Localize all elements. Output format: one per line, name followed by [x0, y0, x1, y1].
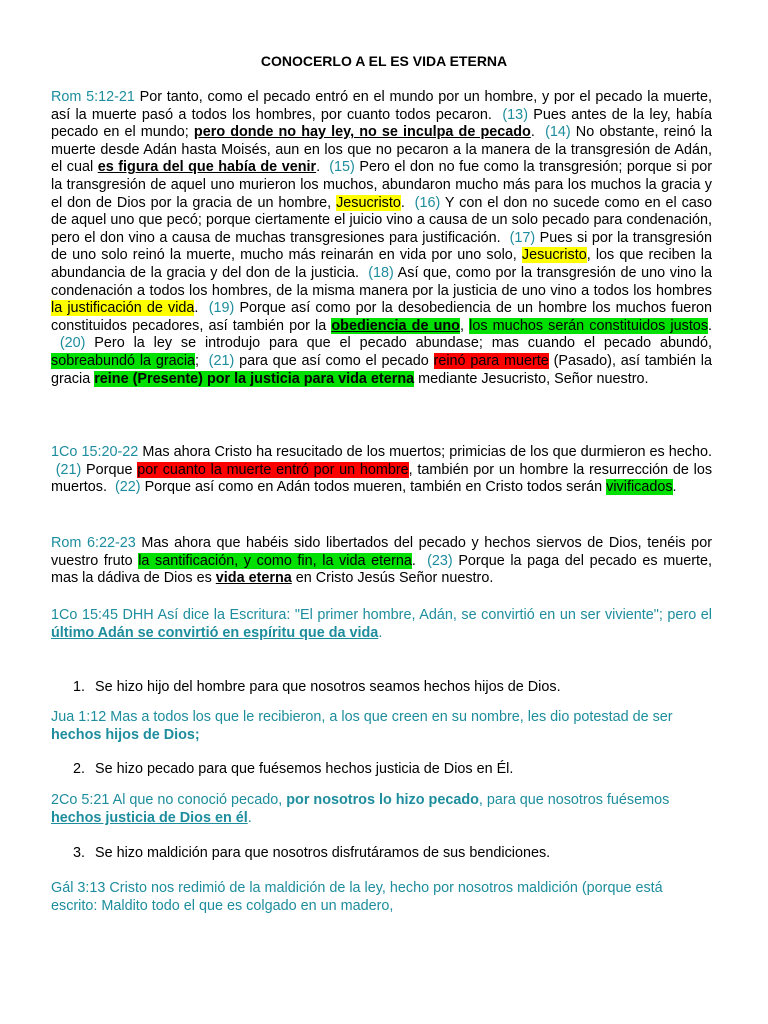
verse-number: (20)	[59, 335, 86, 352]
verse-text: Mas ahora Cristo ha resucitado de los muertos; primicias de los que durmieron es hecho.	[138, 444, 712, 460]
verse-text: Pues si por la transgresión de uno solo reinó la muerte, mucho más reinarán en vida por uno solo,	[51, 229, 712, 264]
verse-text: Pero la ley se introdujo para que el pecado abundase; mas cuando el pecado abundó,	[85, 335, 712, 352]
bold-underlined-phrase: hechos justicia de Dios en él	[51, 809, 248, 826]
verse-number: (14)	[545, 124, 571, 141]
verse-text: .	[247, 809, 252, 826]
green-highlight: reine (Presente) por la justicia para vida eterna	[94, 370, 415, 387]
yellow-highlight: la justificación de vida	[51, 300, 195, 317]
verse-text: Porque así como en Adán todos mueren, también en Cristo todos serán	[140, 479, 607, 496]
green-highlight: los muchos serán constituidos justos	[469, 317, 709, 334]
paragraph-1co15-45	[51, 607, 712, 642]
verse-number: (18)	[368, 264, 394, 281]
paragraph-gal3-13	[51, 880, 713, 915]
verse-number: (19)	[208, 300, 235, 317]
verse-number: (15)	[329, 159, 355, 176]
verse-text: , también por un hombre la resurrección de los muertos.	[51, 461, 713, 496]
yellow-highlight: Jesucristo	[521, 247, 587, 264]
verse-number: (22)	[114, 479, 141, 496]
verse-text: Así dice la Escritura: "El primer hombre, Adán, se convirtió en un ser viviente"; pero el	[153, 607, 712, 623]
verse-text: , los que reciben la abundancia de la gracia y del don de la justicia.	[51, 247, 712, 281]
verse-text: Porque así como por la desobediencia de un hombre los muchos fueron constituidos pecadores, así también por la	[51, 300, 713, 334]
verse-text: Por tanto, como el pecado entró en el mundo por un hombre, y por el pecado la muerte, así la muerte pasó a todos los hombres, por cuanto todos pecaron.	[51, 89, 712, 123]
verse-text: Mas ahora que habéis sido libertados del pecado y hechos siervos de Dios, tenéis por vuestro fruto	[51, 535, 712, 569]
verse-text: 2Co 5:21 Al que no conoció pecado,	[51, 792, 287, 808]
paragraph-rom6	[51, 535, 712, 588]
verse-number: (13)	[502, 106, 528, 123]
list-number: 3.	[73, 845, 86, 861]
verse-text: Porque la paga del pecado es muerte, mas la dádiva de Dios es	[51, 552, 712, 587]
red-highlight: por cuanto la muerte entró por un hombre	[137, 461, 409, 478]
verse-text: No obstante, reinó la muerte desde Adán hasta Moisés, aun en los que no pecaron a la manera de la transgresión de Adán, el cual	[51, 124, 712, 176]
verse-number: (17)	[509, 229, 536, 246]
verse-reference: Rom 6:22-23	[51, 535, 136, 551]
verse-reference: 1Co 15:20-22	[51, 444, 139, 460]
bold-phrase: hechos hijos de Dios;	[51, 726, 200, 743]
paragraph-rom5	[51, 89, 712, 388]
green-highlight: la santificación, y como fin, la vida eterna	[138, 552, 412, 569]
list-number: 1.	[73, 679, 86, 695]
paragraph-2co5-21	[51, 792, 712, 827]
verse-reference: Rom 5:12-21	[51, 89, 135, 105]
verse-number: (16)	[414, 194, 441, 211]
verse-text: .	[378, 624, 383, 641]
verse-text: ;	[195, 352, 204, 369]
list-text: Se hizo hijo del hombre para que nosotros seamos hechos hijos de Dios.	[95, 679, 561, 695]
verse-text: .	[194, 300, 204, 317]
verse-text: mediante Jesucristo, Señor nuestro.	[414, 370, 649, 387]
yellow-highlight: Jesucristo	[336, 194, 401, 211]
verse-text: Así que, como por la transgresión de uno vino la condenación a todos los hombres, de la misma manera por la justicia de uno vino a todos los hombres	[51, 264, 713, 299]
verse-number: (21)	[208, 352, 235, 369]
green-highlight: obediencia de uno	[331, 317, 460, 334]
list-text: Se hizo pecado para que fuésemos hechos justicia de Dios en Él.	[95, 761, 514, 777]
verse-text: (Pasado), así también la gracia	[51, 352, 712, 387]
list-item	[73, 761, 713, 779]
list-text: Se hizo maldición para que nosotros disfrutáramos de sus bendiciones.	[95, 845, 551, 861]
verse-text: .	[400, 194, 410, 211]
verse-text: en Cristo Jesús Señor nuestro.	[291, 570, 494, 587]
verse-text: .	[411, 552, 422, 569]
verse-text: .	[708, 317, 713, 334]
green-highlight: sobreabundó la gracia	[51, 352, 196, 369]
paragraph-jua1-12	[51, 709, 712, 744]
verse-text: Y con el don no sucede como en el caso de aquel uno que pecó; porque ciertamente el juicio vino a causa de un solo pecado para condenación, pero el don vino a causa de muchas transgresiones para justificación.	[51, 194, 712, 246]
verse-reference: 1Co 15:45 DHH	[51, 607, 154, 623]
list-item	[73, 679, 713, 697]
bold-phrase: por nosotros lo hizo pecado	[286, 792, 479, 808]
verse-text: .	[530, 124, 540, 141]
list-number: 2.	[73, 761, 86, 777]
verse-text: Pero el don no fue como la transgresión; porque si por la transgresión de aquel uno murieron los muchos, abundaron mucho más para los muchos la gracia y el don de Dios por la gracia de un hombre,	[51, 159, 712, 211]
green-highlight: vivificados	[606, 479, 673, 496]
verse-number: (21)	[55, 461, 82, 478]
verse-text: Pues antes de la ley, había pecado en el mundo;	[51, 106, 712, 141]
verse-number: (23)	[427, 552, 453, 569]
paragraph-1co15-20	[51, 444, 712, 497]
bold-underlined-phrase: vida eterna	[215, 570, 292, 587]
verse-text: Gál 3:13 Cristo nos redimió de la maldición de la ley, hecho por nosotros maldición (porque está escrito: Maldito todo el que es colgado en un madero,	[51, 880, 663, 914]
red-highlight: reinó para muerte	[433, 352, 549, 369]
list-item	[73, 845, 713, 863]
verse-text: .	[316, 159, 325, 176]
verse-text: , para que nosotros fuésemos	[478, 792, 670, 808]
verse-text: Jua 1:12 Mas a todos los que le recibieron, a los que creen en su nombre, les dio potestad de ser	[51, 709, 673, 725]
verse-text: .	[672, 479, 677, 496]
bold-underlined-phrase: pero donde no hay ley, no se inculpa de pecado	[193, 124, 531, 141]
verse-text: para que así como el pecado	[234, 352, 434, 369]
page-title: CONOCERLO A EL ES VIDA ETERNA	[260, 53, 508, 69]
verse-text: Porque	[81, 461, 138, 478]
verse-text: ,	[459, 317, 470, 334]
bold-underlined-phrase: es figura del que había de venir	[97, 159, 317, 176]
bold-underlined-phrase: último Adán se convirtió en espíritu que da vida	[51, 624, 379, 641]
